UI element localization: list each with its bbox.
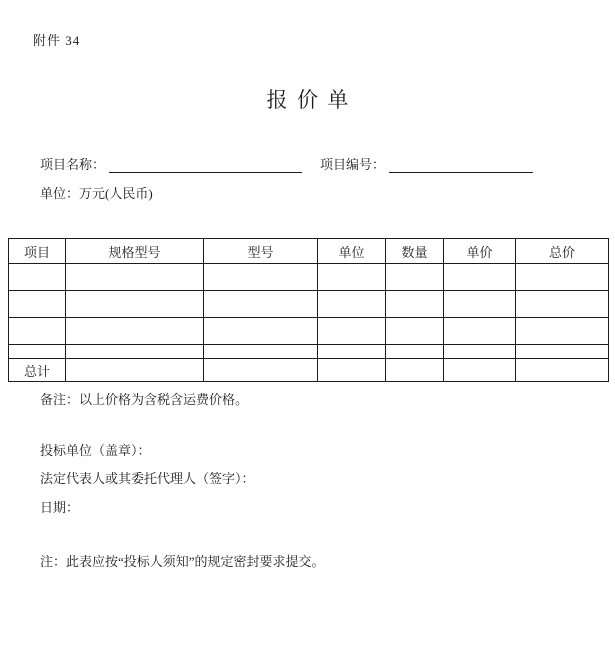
table-cell[interactable]: [386, 264, 444, 291]
table-cell[interactable]: [9, 264, 66, 291]
header-model: 型号: [204, 239, 318, 264]
table-cell[interactable]: [444, 345, 516, 359]
table-row: [9, 291, 609, 318]
table-cell[interactable]: [386, 291, 444, 318]
table-cell[interactable]: [66, 264, 204, 291]
project-fields-line: [40, 154, 533, 173]
total-label-cell: 总计: [9, 359, 66, 382]
table-row: [9, 345, 609, 359]
table-cell[interactable]: [386, 318, 444, 345]
attachment-label: 附件 34: [33, 33, 81, 48]
table-cell[interactable]: [444, 291, 516, 318]
table-row: [9, 264, 609, 291]
header-unit-price: 单价: [444, 239, 516, 264]
bidder-seal-label: 投标单位（盖章）：: [40, 443, 151, 458]
table-cell[interactable]: [516, 318, 609, 345]
header-total-price: 总价: [516, 239, 609, 264]
table-cell[interactable]: [204, 291, 318, 318]
table-cell[interactable]: [66, 359, 204, 382]
date-label: 日期：: [40, 500, 80, 515]
remark-note: 备注：以上价格为含税含运费价格。: [40, 392, 249, 407]
table-cell[interactable]: [444, 264, 516, 291]
table-cell[interactable]: [516, 345, 609, 359]
header-item: 项目: [9, 239, 66, 264]
quotation-table: [8, 238, 609, 382]
table-cell[interactable]: [204, 359, 318, 382]
page-title: 报价单: [266, 88, 358, 112]
header-unit: 单位: [318, 239, 386, 264]
table-cell[interactable]: [204, 345, 318, 359]
table-cell[interactable]: [9, 318, 66, 345]
table-header-row: [9, 239, 609, 264]
table-cell[interactable]: [9, 345, 66, 359]
legal-representative-label: 法定代表人或其委托代理人（签字）：: [40, 471, 255, 486]
header-quantity: 数量: [386, 239, 444, 264]
table-cell[interactable]: [516, 359, 609, 382]
table-cell[interactable]: [204, 264, 318, 291]
project-name-field[interactable]: [109, 157, 302, 173]
table-cell[interactable]: [318, 345, 386, 359]
table-cell[interactable]: [318, 264, 386, 291]
table-cell[interactable]: [66, 345, 204, 359]
header-specification: 规格型号: [66, 239, 204, 264]
table-cell[interactable]: [66, 291, 204, 318]
project-name-label: 项目名称：: [40, 157, 106, 172]
table-cell[interactable]: [444, 359, 516, 382]
table-cell[interactable]: [516, 291, 609, 318]
table-cell[interactable]: [318, 291, 386, 318]
table-cell[interactable]: [204, 318, 318, 345]
table-cell[interactable]: [66, 318, 204, 345]
table-cell[interactable]: [318, 359, 386, 382]
currency-unit-label: 单位：万元(人民币): [40, 186, 153, 201]
table-total-row: [9, 359, 609, 382]
table-cell[interactable]: [9, 291, 66, 318]
table-cell[interactable]: [318, 318, 386, 345]
project-number-field[interactable]: [389, 157, 533, 173]
table-cell[interactable]: [386, 345, 444, 359]
submission-footnote: 注：此表应按“投标人须知”的规定密封要求提交。: [40, 554, 325, 569]
table-cell[interactable]: [386, 359, 444, 382]
table-cell[interactable]: [444, 318, 516, 345]
table-row: [9, 318, 609, 345]
table-cell[interactable]: [516, 264, 609, 291]
project-number-label: 项目编号：: [320, 157, 386, 172]
